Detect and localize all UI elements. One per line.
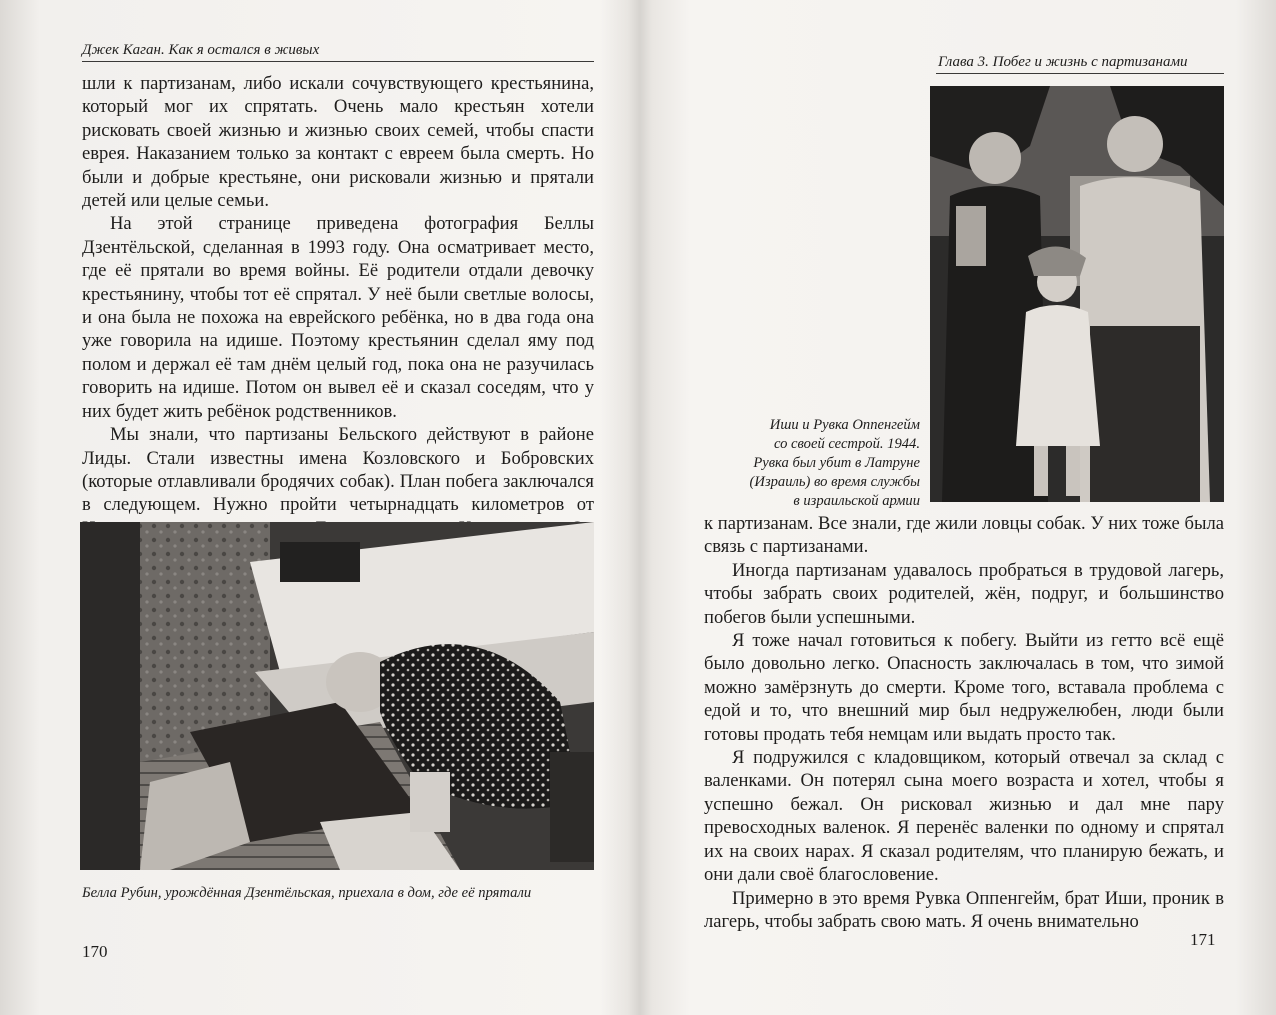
left-paragraph-1: шли к партизанам, либо искали сочувствующего крестьянина, который мог их спрятать. Очень мало крестьян хотели рисковать своей жизнью и жизнью своих семей, чтобы спасти еврея. Наказанием только за контакт с евреем была смерть. Но были и добрые крестьяне, они рисковали жизнью и прятали детей или целые семьи. [82, 73, 594, 212]
right-page [638, 0, 1276, 1015]
right-caption-line-3: Рувка был убит в Латруне [753, 455, 920, 471]
right-paragraph-3: Я тоже начал готовиться к побегу. Выйти из гетто всё ещё было довольно легко. Опасность заключалась в том, что зимой можно замёрзнуть до смерти. Кроме того, вставала проблема с едой и то, что внешний мир был недружелюбен, люди были готовы продать тебя немцам или выдать просто так. [704, 630, 1224, 745]
right-paragraph-4: Я подружился с кладовщиком, который отвечал за склад с валенками. Он потерял сына моего возраста и хотел, чтобы я успешно бежал. Он рисковал жизнью и дал мне пару превосходных валенок. Я перенёс валенки по одному и спрятал их на своих нарах. Я сказал родителям, что планирую бежать, и они дали своё благословение. [704, 747, 1224, 886]
left-text-block [82, 72, 594, 564]
right-paragraph-1: к партизанам. Все знали, где жили ловцы собак. У них тоже была связь с партизанами. [704, 513, 1224, 558]
right-page-number: 171 [1190, 930, 1216, 949]
right-paragraph-5: Примерно в это время Рувка Оппенгейм, брат Иши, проник в лагерь, чтобы забрать свою мать. Я очень внимательно [704, 887, 1224, 932]
left-page-number: 170 [82, 942, 108, 961]
right-running-head: Глава 3. Побег и жизнь с партизанами [936, 54, 1224, 74]
left-paragraph-3: Мы знали, что партизаны Бельского действуют в районе Лиды. Стали известны имена Козловского и Бобровских (которые отлавливали бродячих собак). План побега заключался в следующем. Нужно пройти четырнадцать километров от [82, 424, 594, 516]
left-photo-caption: Белла Рубин, урождённая Дзентёльская, приехала в дом, где её прятали [82, 885, 532, 901]
right-caption-line-4: (Израиль) во время службы [749, 474, 920, 490]
right-caption-line-2: со своей сестрой. 1944. [773, 436, 920, 452]
right-text-block [704, 512, 1224, 933]
bella-rubin-photo [80, 522, 594, 870]
left-paragraph-2: На этой странице приведена фотография Беллы Дзентёльской, сделанная в 1993 году. Она осматривает место, где её прятали во время войны. Её родители отдали девочку крестьянину, чтобы тот её спрятал. У неё были светлые волосы, и она была не похожа на еврейского ребёнка, но в два года она уже говорила на идише. Поэтому крестьянин сделал яму под полом и держал её там днём целый год, пока она не разучилась говорить на идише. Потом он вывел её и сказал соседям, что у них будет жить ребёнок родственников. [82, 213, 594, 422]
bella-rubin-photo-image [80, 522, 594, 870]
right-photo-caption [678, 416, 920, 511]
right-caption-line-5: в израильской армии [793, 493, 920, 509]
left-running-head: Джек Каган. Как я остался в живых [82, 42, 594, 62]
oppenheim-siblings-photo-image [930, 86, 1224, 502]
right-caption-line-1: Иши и Рувка Оппенгейм [769, 417, 920, 433]
right-paragraph-2: Иногда партизанам удавалось пробраться в трудовой лагерь, чтобы забрать своих родителей, жён, подруг, и большинство побегов были успешными. [704, 559, 1224, 628]
oppenheim-siblings-photo [930, 86, 1224, 502]
